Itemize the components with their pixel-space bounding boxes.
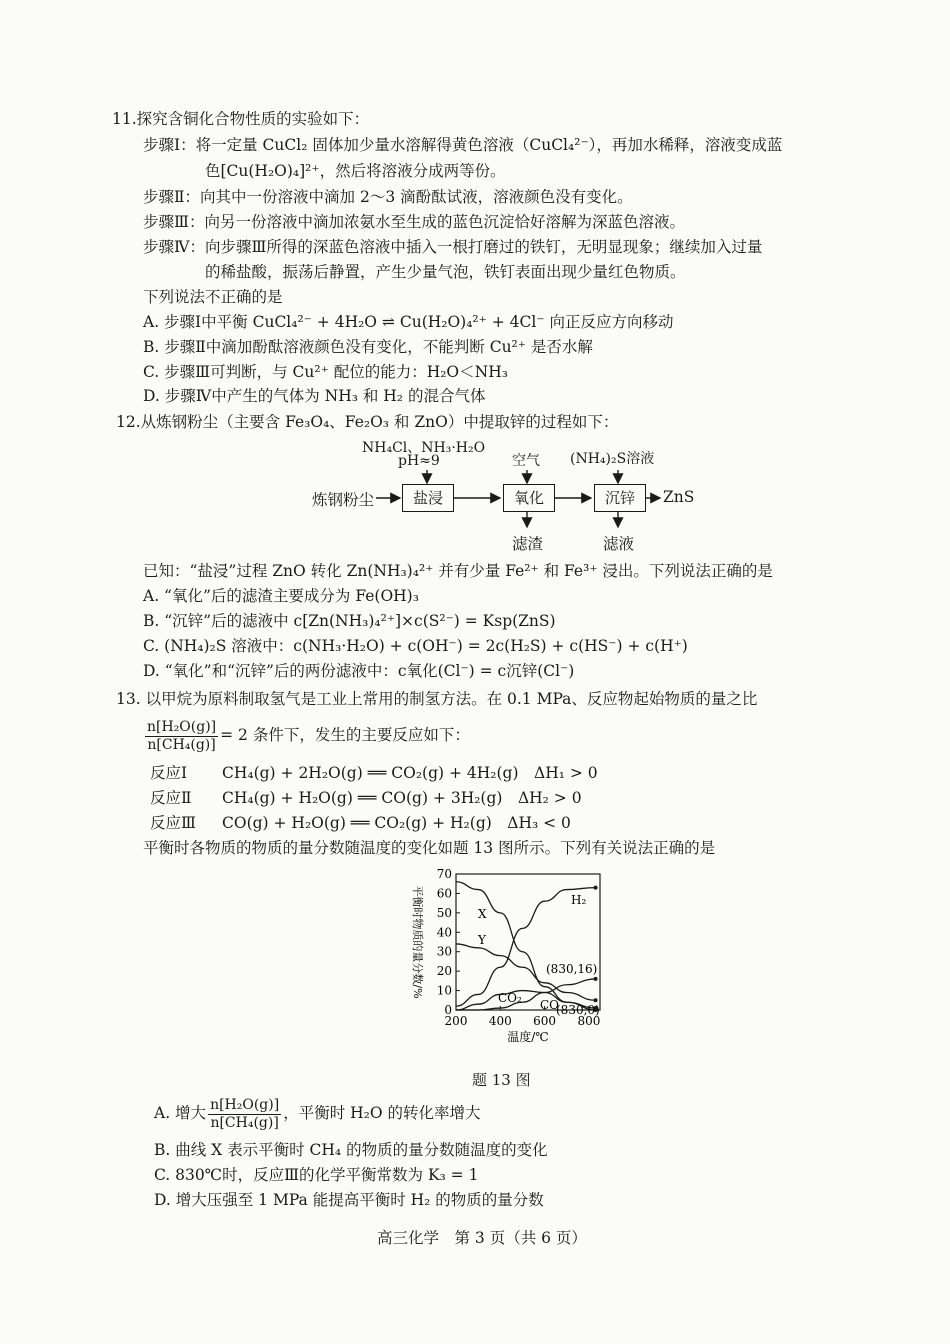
q13-chart (400, 862, 630, 1072)
annotation-830-16: (830,16) (546, 961, 598, 976)
q13-caption: 题 13 图 (472, 1071, 531, 1089)
q13-condition (143, 716, 470, 754)
q11-step1-line1: 步骤Ⅰ：将一定量 CuCl₂ 固体加少量水溶解得黄色溶液（CuCl₄²⁻），再加水稀释，溶液变成蓝 (143, 136, 783, 154)
q11-prompt: 下列说法不正确的是 (143, 288, 283, 306)
x-tick-label: 400 (488, 1014, 512, 1028)
q13-option-a (154, 1094, 480, 1132)
q11-title: 11.探究含铜化合物性质的实验如下： (112, 110, 370, 128)
page-footer: 高三化学 第 3 页（共 6 页） (377, 1229, 587, 1247)
q12-known: 已知：“盐浸”过程 ZnO 转化 Zn(NH₃)₄²⁺ 并有少量 Fe²⁺ 和 Fe³⁺ 浸出。下列说法正确的是 (143, 562, 773, 580)
q11-step4-line2: 的稀盐酸，振荡后静置，产生少量气泡，铁钉表面出现少量红色物质。 (205, 263, 686, 281)
q13-r2-label: 反应Ⅱ (150, 789, 192, 807)
q13-title: 13. 以甲烷为原料制取氢气是工业上常用的制氢方法。在 0.1 MPa、反应物起始物质的量之比 (116, 690, 758, 708)
q12-option-a: A. “氧化”后的滤渣主要成分为 Fe(OH)₃ (143, 587, 419, 605)
q13-ratio-fraction (145, 719, 218, 754)
q13-option-b: B. 曲线 X 表示平衡时 CH₄ 的物质的量分数随温度的变化 (154, 1141, 548, 1159)
y-tick-label: 20 (436, 964, 452, 979)
q13-ratio-numerator: n[H₂O(g)] (147, 718, 217, 735)
q13-option-a-prefix: A. 增大 (154, 1104, 207, 1122)
flow-reagent2: 空气 (512, 453, 540, 469)
y-tick-label: 40 (436, 925, 452, 940)
series-label-X: X (478, 907, 487, 921)
q11-step4-line1: 步骤Ⅳ：向步骤Ⅲ所得的深蓝色溶液中插入一根打磨过的铁钉，无明显现象；继续加入过量 (143, 238, 763, 256)
q13-r3: CO(g) + H₂O(g) ══ CO₂(g) + H₂(g) ΔH₃ < 0 (222, 814, 571, 832)
q13-option-a-fraction (208, 1097, 281, 1132)
q12-option-b: B. “沉锌”后的滤液中 c[Zn(NH₃)₄²⁺]×c(S²⁻) = Ksp(ZnS) (143, 612, 556, 630)
series-label-Y: Y (478, 933, 486, 947)
y-tick-label: 60 (436, 886, 452, 901)
x-tick-label: 600 (533, 1014, 557, 1028)
y-tick-label: 30 (436, 944, 452, 959)
flow-product: ZnS (663, 488, 695, 506)
q11-option-d: D. 步骤Ⅳ中产生的气体为 NH₃ 和 H₂ 的混合气体 (143, 387, 486, 405)
flow-start: 炼钢粉尘 (312, 491, 375, 509)
series-endpoint-Y (594, 998, 598, 1002)
y-axis-label: 平衡时物质的量分数/% (411, 885, 424, 999)
y-tick-label: 10 (436, 983, 452, 998)
q13-option-a-suffix: ，平衡时 H₂O 的转化率增大 (283, 1104, 481, 1122)
series-endpoint-CO (594, 977, 598, 981)
x-tick-label: 800 (577, 1014, 601, 1028)
q13-ratio-denominator: n[CH₄(g)] (147, 736, 216, 753)
series-endpoint-H₂ (594, 886, 598, 890)
flow-reagent3: (NH₄)₂S溶液 (570, 451, 655, 467)
q13-r2: CH₄(g) + H₂O(g) ══ CO(g) + 3H₂(g) ΔH₂ > 0 (222, 789, 582, 807)
q13-condition-text: = 2 条件下，发生的主要反应如下： (220, 726, 470, 744)
x-tick-label: 200 (444, 1014, 468, 1028)
flow-out-filtrate: 滤液 (603, 535, 635, 553)
q11-step2: 步骤Ⅱ：向其中一份溶液中滴加 2～3 滴酚酞试液，溶液颜色没有变化。 (143, 188, 633, 206)
flow-out-residue: 滤渣 (512, 535, 544, 553)
q13-r1: CH₄(g) + 2H₂O(g) ══ CO₂(g) + 4H₂(g) ΔH₁ > 0 (222, 764, 598, 782)
q12-title: 12.从炼钢粉尘（主要含 Fe₃O₄、Fe₂O₃ 和 ZnO）中提取锌的过程如下： (116, 413, 619, 431)
flow-condition1: pH≈9 (398, 453, 440, 469)
flow-reagent1: NH₄Cl、NH₃·H₂O (362, 440, 486, 456)
flow-box-leach: 盐浸 (402, 484, 454, 512)
series-label-CO: CO (540, 998, 560, 1012)
flow-arrows (0, 0, 950, 560)
q11-option-a: A. 步骤Ⅰ中平衡 CuCl₄²⁻ + 4H₂O ⇌ Cu(H₂O)₄²⁺ + 4Cl⁻ 向正反应方向移动 (143, 313, 674, 331)
y-tick-label: 0 (444, 1003, 452, 1017)
q12-option-d: D. “氧化”和“沉锌”后的两份滤液中：c氧化(Cl⁻) = c沉锌(Cl⁻) (143, 662, 575, 680)
series-label-H₂: H₂ (571, 893, 587, 907)
q13-r3-label: 反应Ⅲ (150, 814, 196, 832)
q11-step1-line2: 色[Cu(H₂O)₄]²⁺，然后将溶液分成两等份。 (205, 162, 506, 180)
flow-box-precipitate: 沉锌 (594, 484, 646, 512)
y-tick-label: 50 (436, 905, 452, 920)
q11-step3: 步骤Ⅲ：向另一份溶液中滴加浓氨水至生成的蓝色沉淀恰好溶解为深蓝色溶液。 (143, 213, 685, 231)
q13-option-d: D. 增大压强至 1 MPa 能提高平衡时 H₂ 的物质的量分数 (154, 1191, 544, 1209)
q13-r1-label: 反应Ⅰ (150, 764, 188, 782)
q13-option-a-denominator: n[CH₄(g)] (210, 1114, 279, 1131)
q11-option-c: C. 步骤Ⅲ可判断，与 Cu²⁺ 配位的能力：H₂O＜NH₃ (143, 363, 508, 381)
flow-box-oxidize: 氧化 (503, 484, 555, 512)
q11-option-b: B. 步骤Ⅱ中滴加酚酞溶液颜色没有变化，不能判断 Cu²⁺ 是否水解 (143, 338, 593, 356)
q13-prompt: 平衡时各物质的物质的量分数随温度的变化如题 13 图所示。下列有关说法正确的是 (143, 839, 716, 857)
q12-option-c: C. (NH₄)₂S 溶液中：c(NH₃·H₂O) + c(OH⁻) = 2c(H₂S) + c(HS⁻) + c(H⁺) (143, 637, 688, 655)
series-label-CO₂: CO₂ (498, 991, 522, 1005)
annotation-830-0: (830,0) (556, 1003, 600, 1017)
y-tick-label: 70 (436, 867, 452, 881)
q13-option-a-numerator: n[H₂O(g)] (210, 1096, 280, 1113)
x-axis-label: 温度/℃ (507, 1030, 549, 1044)
q13-option-c: C. 830℃时，反应Ⅲ的化学平衡常数为 K₃ = 1 (154, 1166, 479, 1184)
